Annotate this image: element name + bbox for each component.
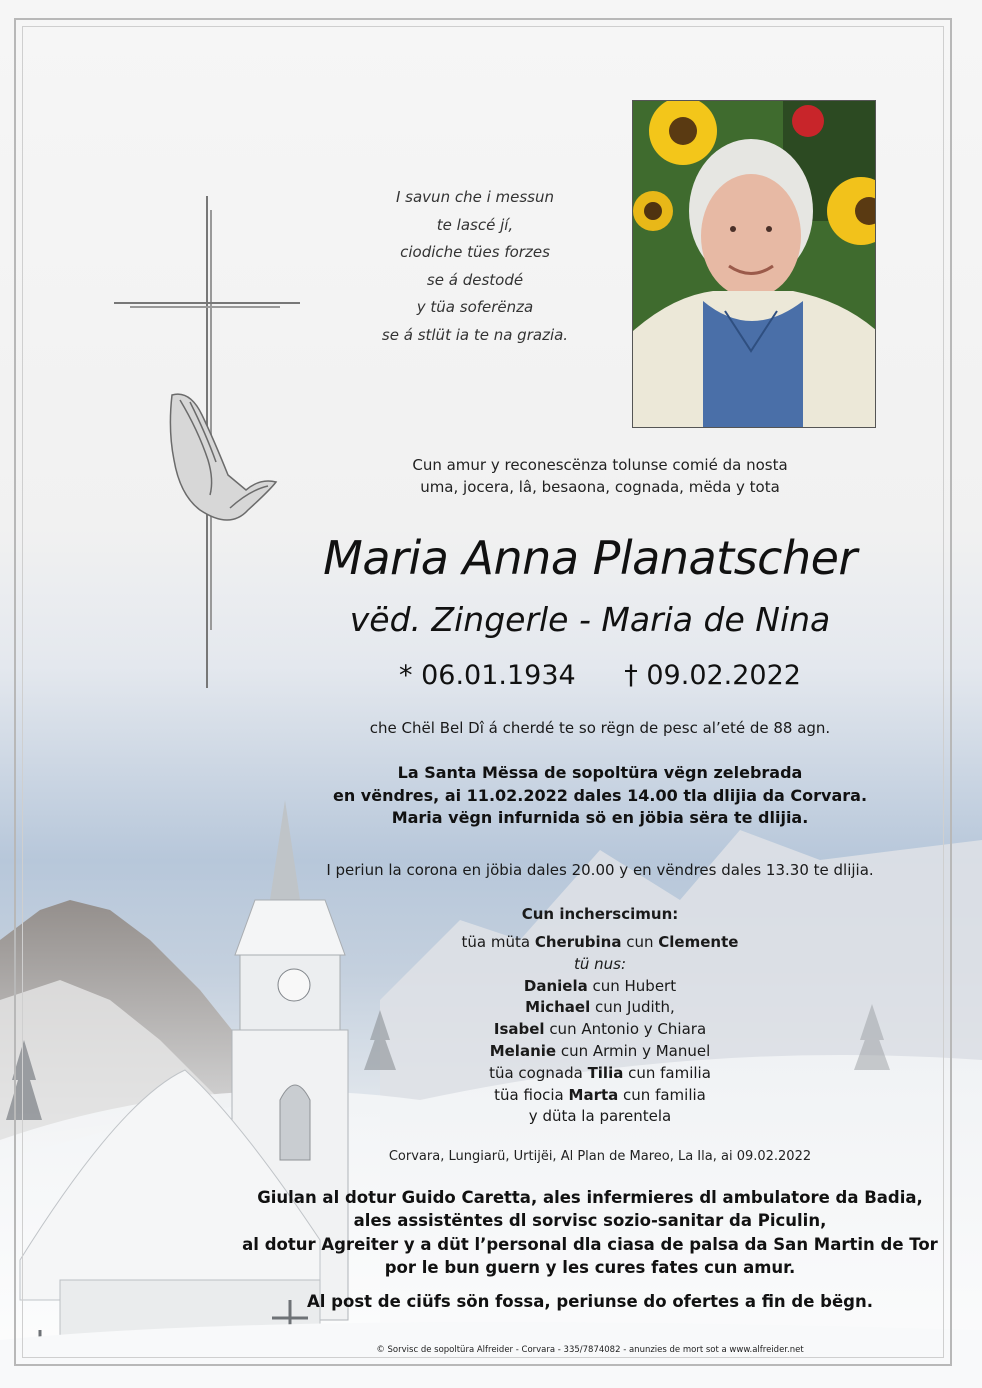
mourner-line: y düta la parentela [528, 1107, 672, 1126]
footer-credit: © Sorvisc de sopoltüra Alfreider - Corvara - 335/7874082 - anunzies de mort sot a www.alfreider.net [376, 1345, 804, 1355]
thanks-line: Giulan al dotur Guido Caretta, ales infermieres dl ambulatore da Badia, [257, 1188, 923, 1207]
mourner-line: tüa müta Cherubina cun Clemente [461, 933, 739, 951]
intro-line: Cun amur y reconescënza tolunse comié da nosta [412, 456, 788, 474]
mourner-line: Michael cun Judith, [525, 998, 675, 1017]
birth-date: * 06.01.1934 [399, 660, 576, 691]
poem-line: se á stlüt ia te na grazia. [381, 325, 569, 344]
deceased-subname: vëd. Zingerle - Maria de Nina [349, 600, 831, 639]
intro-text [300, 454, 900, 498]
mourner-line: Isabel cun Antonio y Chiara [493, 1020, 707, 1039]
rosary-info: I periun la corona en jöbia dales 20.00 y en vëndres dales 13.30 te dlijia. [326, 861, 874, 879]
poem [340, 184, 610, 349]
mourner-line: tüa cognada Tilia cun familia [489, 1063, 711, 1082]
donation-note: Al post de ciüfs sön fossa, periunse do ofertes a fin de bëgn. [307, 1292, 873, 1311]
mass-line: La Santa Mëssa de sopoltüra vëgn zelebrada [397, 763, 803, 782]
poem-line: y tüa soferënza [416, 298, 534, 316]
age-line: che Chël Bel Dî á cherdé te so rëgn de pesc al’eté de 88 agn. [369, 719, 831, 737]
thanks-line: al dotur Agreiter y a düt l’personal dla ciasa de palsa da San Martin de Tor [242, 1234, 938, 1254]
thanks-line: ales assistëntes dl sorvisc sozio-sanitar da Piculin, [353, 1211, 827, 1231]
poem-line: te lascé jí, [436, 215, 514, 234]
mourner-line: Daniela cun Hubert [523, 976, 677, 995]
mass-line: Maria vëgn infurnida sö en jöbia sëra te dlijia. [391, 808, 809, 827]
life-dates [300, 656, 900, 696]
funeral-mass-info [260, 762, 940, 830]
thanks-line: por le bun guern y les cures fates cun amur. [384, 1258, 796, 1278]
portrait-photo [632, 100, 876, 428]
mourner-line: tüa fiocia Marta cun familia [494, 1085, 706, 1104]
intro-line: uma, jocera, lâ, besaona, cognada, mëda y tota [420, 478, 780, 496]
poem-line: se á destodé [426, 270, 524, 289]
mourner-line: Melanie cun Armin y Manuel [489, 1041, 711, 1060]
thanks-text [190, 1186, 982, 1280]
mass-line: en vëndres, ai 11.02.2022 dales 14.00 tla dlijia da Corvara. [332, 785, 868, 805]
deceased-name: Maria Anna Planatscher [323, 531, 857, 585]
mourners-title: Cun incherscimun: [521, 905, 679, 923]
place-and-date: Corvara, Lungiarü, Urtijëi, Al Plan de Mareo, La Ila, ai 09.02.2022 [388, 1149, 812, 1164]
death-date: † 09.02.2022 [624, 660, 801, 691]
mourner-line: tü nus: [573, 954, 627, 973]
mourners-list [370, 932, 830, 1128]
poem-line: I savun che i messun [395, 188, 555, 206]
poem-line: ciodiche tües forzes [400, 243, 550, 261]
